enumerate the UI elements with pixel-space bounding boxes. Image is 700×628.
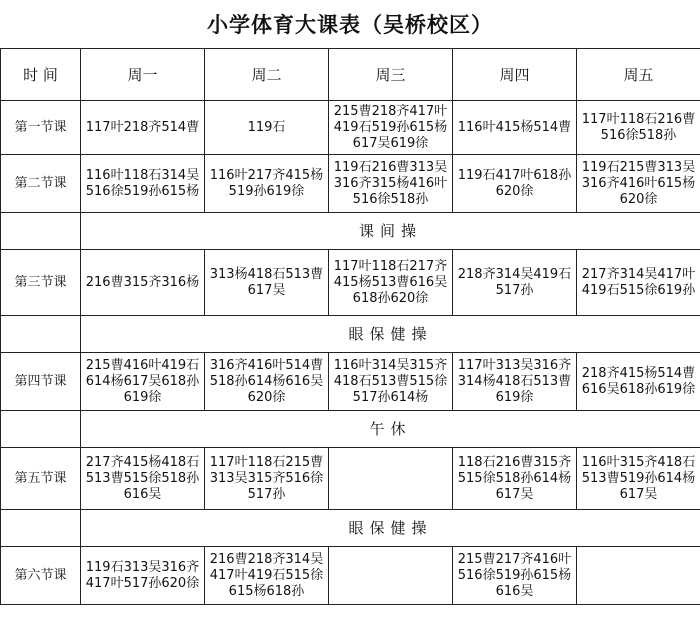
schedule-cell: 215曹218齐417叶419石519孙615杨617吴619徐 [329, 101, 453, 155]
lesson-row [1, 155, 700, 213]
schedule-cell: 119石313吴316齐417叶517孙620徐 [81, 547, 205, 605]
schedule-cell: 117叶218齐514曹 [81, 101, 205, 155]
period-label: 第六节课 [1, 547, 81, 605]
schedule-cell: 119石 [205, 101, 329, 155]
break-row [1, 411, 700, 448]
header-row [1, 49, 700, 101]
schedule-cell: 316齐416叶514曹518孙614杨616吴620徐 [205, 353, 329, 411]
lesson-row [1, 448, 700, 510]
schedule-cell: 117叶118石216曹516徐518孙 [577, 101, 700, 155]
page-title: 小学体育大课表（吴桥校区） [207, 12, 493, 37]
schedule-cell [329, 448, 453, 510]
schedule-cell: 215曹416叶419石614杨617吴618孙619徐 [81, 353, 205, 411]
lesson-row [1, 250, 700, 316]
break-label: 眼保健操 [81, 316, 700, 353]
schedule-cell: 117叶118石215曹313吴315齐516徐517孙 [205, 448, 329, 510]
period-label: 第四节课 [1, 353, 81, 411]
schedule-cell: 116叶217齐415杨519孙619徐 [205, 155, 329, 213]
schedule-cell: 118石216曹315齐515徐518孙614杨617吴 [453, 448, 577, 510]
break-period-cell [1, 510, 81, 547]
header-time: 时 间 [1, 49, 81, 101]
schedule-cell: 116叶315齐418石513曹519孙614杨617吴 [577, 448, 700, 510]
schedule-cell: 217齐415杨418石513曹515徐518孙616吴 [81, 448, 205, 510]
period-label: 第三节课 [1, 250, 81, 316]
header-thursday: 周四 [453, 49, 577, 101]
schedule-cell: 116叶415杨514曹 [453, 101, 577, 155]
schedule-cell [329, 547, 453, 605]
break-label: 午休 [81, 411, 700, 448]
header-wednesday: 周三 [329, 49, 453, 101]
schedule-cell: 119石417叶618孙620徐 [453, 155, 577, 213]
schedule-cell: 218齐415杨514曹616吴618孙619徐 [577, 353, 700, 411]
schedule-cell: 217齐314吴417叶419石515徐619孙 [577, 250, 700, 316]
break-row [1, 316, 700, 353]
period-label: 第二节课 [1, 155, 81, 213]
lesson-row [1, 547, 700, 605]
break-row [1, 213, 700, 250]
break-label: 课间操 [81, 213, 700, 250]
schedule-cell: 116叶118石314吴516徐519孙615杨 [81, 155, 205, 213]
header-monday: 周一 [81, 49, 205, 101]
break-period-cell [1, 411, 81, 448]
schedule-cell: 218齐314吴419石517孙 [453, 250, 577, 316]
lesson-row [1, 353, 700, 411]
schedule-cell: 313杨418石513曹617吴 [205, 250, 329, 316]
period-label: 第五节课 [1, 448, 81, 510]
break-row [1, 510, 700, 547]
schedule-cell: 119石215曹313吴316齐416叶615杨620徐 [577, 155, 700, 213]
schedule-cell: 117叶118石217齐415杨513曹616吴618孙620徐 [329, 250, 453, 316]
schedule-cell: 117叶313吴316齐314杨418石513曹619徐 [453, 353, 577, 411]
schedule-cell [577, 547, 700, 605]
schedule-cell: 119石216曹313吴316齐315杨416叶516徐518孙 [329, 155, 453, 213]
schedule-cell: 216曹218齐314吴417叶419石515徐615杨618孙 [205, 547, 329, 605]
header-tuesday: 周二 [205, 49, 329, 101]
break-period-cell [1, 316, 81, 353]
schedule-cell: 215曹217齐416叶516徐519孙615杨616吴 [453, 547, 577, 605]
schedule-table [0, 48, 700, 605]
schedule-cell: 116叶314吴315齐418石513曹515徐517孙614杨 [329, 353, 453, 411]
header-friday: 周五 [577, 49, 700, 101]
period-label: 第一节课 [1, 101, 81, 155]
break-label: 眼保健操 [81, 510, 700, 547]
lesson-row [1, 101, 700, 155]
break-period-cell [1, 213, 81, 250]
schedule-cell: 216曹315齐316杨 [81, 250, 205, 316]
